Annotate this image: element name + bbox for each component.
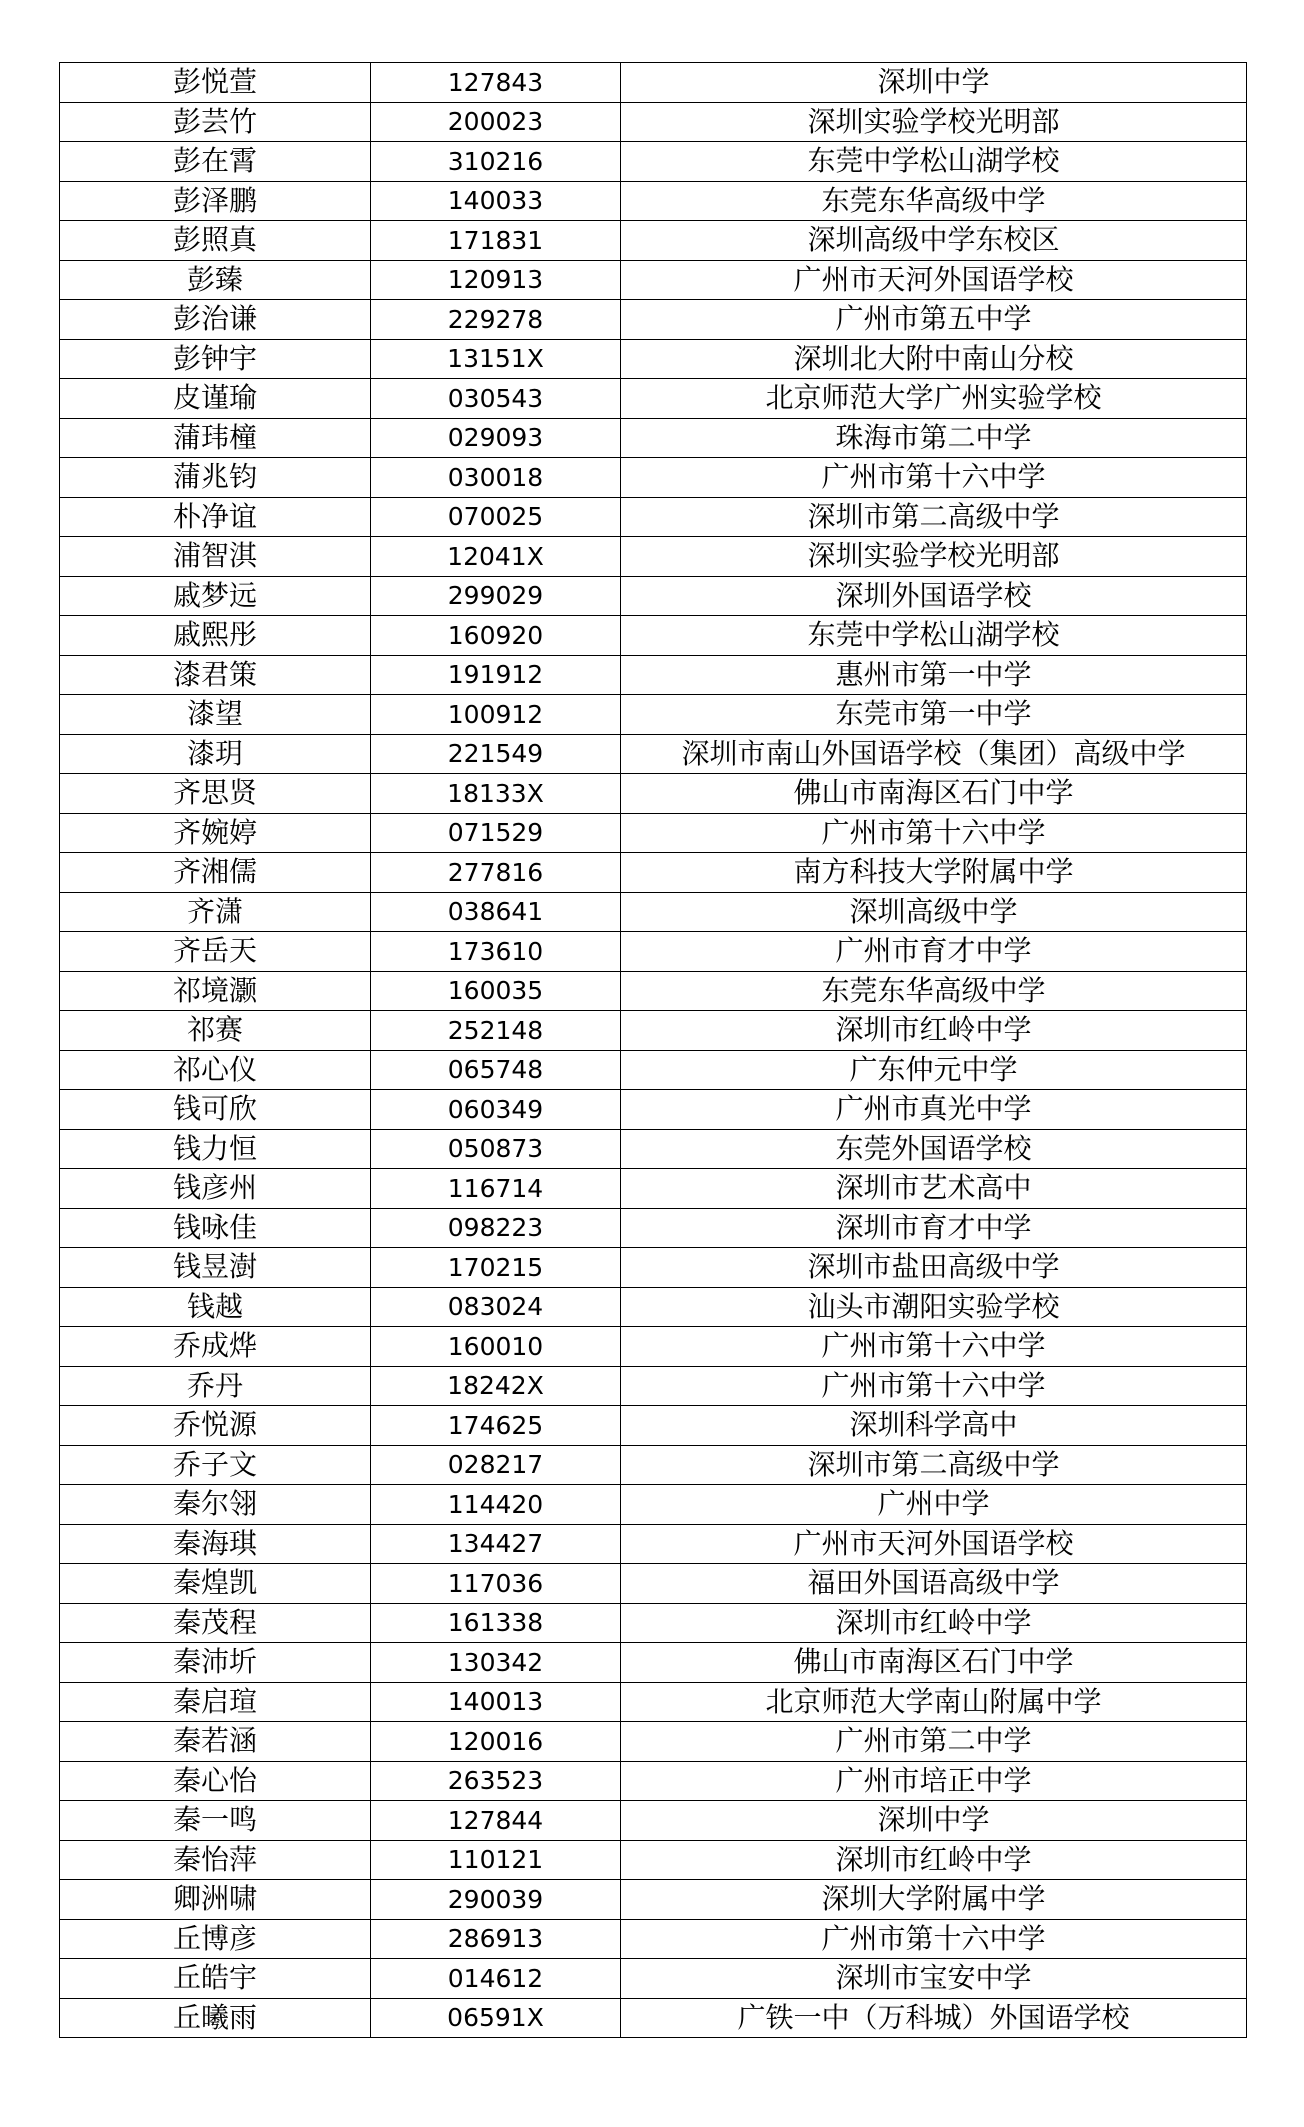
student-id-cell: 050873 <box>371 1129 621 1169</box>
student-name-cell: 秦海琪 <box>60 1524 371 1564</box>
student-name-cell: 乔子文 <box>60 1445 371 1485</box>
table-row <box>60 1959 1247 1999</box>
student-name-cell: 彭悦萱 <box>60 63 371 103</box>
student-name-cell: 乔成烨 <box>60 1327 371 1367</box>
student-id-cell: 277816 <box>371 853 621 893</box>
school-name-cell: 广州市真光中学 <box>621 1090 1247 1130</box>
table-row <box>60 1169 1247 1209</box>
table-row <box>60 1090 1247 1130</box>
table-row <box>60 813 1247 853</box>
table-row <box>60 1366 1247 1406</box>
school-name-cell: 福田外国语高级中学 <box>621 1564 1247 1604</box>
school-name-cell: 广东仲元中学 <box>621 1050 1247 1090</box>
school-name-cell: 深圳市第二高级中学 <box>621 1445 1247 1485</box>
student-id-cell: 130342 <box>371 1643 621 1683</box>
student-name-cell: 彭照真 <box>60 221 371 261</box>
student-name-cell: 乔丹 <box>60 1366 371 1406</box>
student-id-cell: 083024 <box>371 1287 621 1327</box>
student-name-cell: 彭芸竹 <box>60 102 371 142</box>
table-row <box>60 181 1247 221</box>
table-row <box>60 1682 1247 1722</box>
student-id-cell: 110121 <box>371 1840 621 1880</box>
school-name-cell: 广铁一中（万科城）外国语学校 <box>621 1998 1247 2038</box>
table-row <box>60 537 1247 577</box>
student-name-cell: 蒲兆钧 <box>60 458 371 498</box>
student-id-cell: 060349 <box>371 1090 621 1130</box>
student-name-cell: 漆君策 <box>60 655 371 695</box>
student-id-cell: 170215 <box>371 1248 621 1288</box>
student-id-cell: 120016 <box>371 1722 621 1762</box>
table-row <box>60 300 1247 340</box>
student-name-cell: 秦若涵 <box>60 1722 371 1762</box>
student-id-cell: 299029 <box>371 576 621 616</box>
student-name-cell: 丘曦雨 <box>60 1998 371 2038</box>
school-name-cell: 深圳市第二高级中学 <box>621 497 1247 537</box>
student-name-cell: 钱咏佳 <box>60 1208 371 1248</box>
school-name-cell: 北京师范大学南山附属中学 <box>621 1682 1247 1722</box>
table-row <box>60 1722 1247 1762</box>
table-row <box>60 971 1247 1011</box>
table-row <box>60 1050 1247 1090</box>
school-name-cell: 广州市培正中学 <box>621 1761 1247 1801</box>
school-name-cell: 广州市第五中学 <box>621 300 1247 340</box>
student-id-cell: 120913 <box>371 260 621 300</box>
table-row <box>60 1524 1247 1564</box>
student-id-cell: 140033 <box>371 181 621 221</box>
student-name-cell: 卿洲啸 <box>60 1880 371 1920</box>
student-id-cell: 038641 <box>371 892 621 932</box>
student-name-cell: 漆玥 <box>60 734 371 774</box>
school-name-cell: 佛山市南海区石门中学 <box>621 774 1247 814</box>
student-id-cell: 286913 <box>371 1919 621 1959</box>
student-name-cell: 戚梦远 <box>60 576 371 616</box>
student-name-cell: 漆望 <box>60 695 371 735</box>
school-name-cell: 广州市第十六中学 <box>621 1327 1247 1367</box>
student-id-cell: 070025 <box>371 497 621 537</box>
student-id-cell: 030018 <box>371 458 621 498</box>
student-id-cell: 029093 <box>371 418 621 458</box>
student-id-cell: 160010 <box>371 1327 621 1367</box>
school-name-cell: 汕头市潮阳实验学校 <box>621 1287 1247 1327</box>
table-row <box>60 1445 1247 1485</box>
school-name-cell: 广州市第十六中学 <box>621 1366 1247 1406</box>
school-name-cell: 东莞外国语学校 <box>621 1129 1247 1169</box>
student-id-cell: 290039 <box>371 1880 621 1920</box>
student-id-cell: 252148 <box>371 1011 621 1051</box>
school-name-cell: 深圳市红岭中学 <box>621 1603 1247 1643</box>
school-name-cell: 深圳市艺术高中 <box>621 1169 1247 1209</box>
student-name-cell: 丘博彦 <box>60 1919 371 1959</box>
school-name-cell: 东莞市第一中学 <box>621 695 1247 735</box>
student-id-cell: 171831 <box>371 221 621 261</box>
student-name-cell: 祁境灏 <box>60 971 371 1011</box>
roster-table <box>59 62 1247 2038</box>
student-name-cell: 皮谨瑜 <box>60 379 371 419</box>
student-id-cell: 13151X <box>371 339 621 379</box>
student-name-cell: 秦尔翎 <box>60 1485 371 1525</box>
table-row <box>60 1485 1247 1525</box>
school-name-cell: 广州市天河外国语学校 <box>621 1524 1247 1564</box>
table-row <box>60 892 1247 932</box>
school-name-cell: 深圳市红岭中学 <box>621 1011 1247 1051</box>
school-name-cell: 深圳市育才中学 <box>621 1208 1247 1248</box>
school-name-cell: 广州市育才中学 <box>621 932 1247 972</box>
school-name-cell: 广州市天河外国语学校 <box>621 260 1247 300</box>
student-id-cell: 140013 <box>371 1682 621 1722</box>
table-row <box>60 142 1247 182</box>
student-name-cell: 钱可欣 <box>60 1090 371 1130</box>
table-row <box>60 1327 1247 1367</box>
school-name-cell: 广州市第十六中学 <box>621 458 1247 498</box>
student-id-cell: 263523 <box>371 1761 621 1801</box>
student-id-cell: 06591X <box>371 1998 621 2038</box>
student-id-cell: 229278 <box>371 300 621 340</box>
student-id-cell: 310216 <box>371 142 621 182</box>
student-id-cell: 100912 <box>371 695 621 735</box>
table-row <box>60 1406 1247 1446</box>
table-row <box>60 102 1247 142</box>
student-name-cell: 丘皓宇 <box>60 1959 371 1999</box>
student-name-cell: 蒲玮橦 <box>60 418 371 458</box>
student-id-cell: 160035 <box>371 971 621 1011</box>
table-row <box>60 1603 1247 1643</box>
table-row <box>60 695 1247 735</box>
student-name-cell: 浦智淇 <box>60 537 371 577</box>
table-row <box>60 616 1247 656</box>
student-name-cell: 祁赛 <box>60 1011 371 1051</box>
student-name-cell: 彭泽鹏 <box>60 181 371 221</box>
student-name-cell: 秦茂程 <box>60 1603 371 1643</box>
student-name-cell: 彭钟宇 <box>60 339 371 379</box>
school-name-cell: 北京师范大学广州实验学校 <box>621 379 1247 419</box>
student-name-cell: 钱昱澍 <box>60 1248 371 1288</box>
table-row <box>60 379 1247 419</box>
table-row <box>60 63 1247 103</box>
student-name-cell: 齐潇 <box>60 892 371 932</box>
table-row <box>60 418 1247 458</box>
school-name-cell: 深圳实验学校光明部 <box>621 537 1247 577</box>
school-name-cell: 深圳高级中学东校区 <box>621 221 1247 261</box>
table-row <box>60 1248 1247 1288</box>
school-name-cell: 深圳实验学校光明部 <box>621 102 1247 142</box>
student-id-cell: 127843 <box>371 63 621 103</box>
student-id-cell: 174625 <box>371 1406 621 1446</box>
table-row <box>60 458 1247 498</box>
student-name-cell: 秦启瑄 <box>60 1682 371 1722</box>
table-row <box>60 1564 1247 1604</box>
student-id-cell: 065748 <box>371 1050 621 1090</box>
student-name-cell: 秦心怡 <box>60 1761 371 1801</box>
table-row <box>60 221 1247 261</box>
student-id-cell: 127844 <box>371 1801 621 1841</box>
school-name-cell: 惠州市第一中学 <box>621 655 1247 695</box>
table-row <box>60 1840 1247 1880</box>
student-name-cell: 钱力恒 <box>60 1129 371 1169</box>
student-id-cell: 098223 <box>371 1208 621 1248</box>
table-row <box>60 1801 1247 1841</box>
school-name-cell: 深圳市盐田高级中学 <box>621 1248 1247 1288</box>
school-name-cell: 深圳北大附中南山分校 <box>621 339 1247 379</box>
student-name-cell: 彭治谦 <box>60 300 371 340</box>
student-id-cell: 221549 <box>371 734 621 774</box>
school-name-cell: 深圳中学 <box>621 1801 1247 1841</box>
school-name-cell: 珠海市第二中学 <box>621 418 1247 458</box>
table-row <box>60 1208 1247 1248</box>
table-row <box>60 497 1247 537</box>
table-row <box>60 1761 1247 1801</box>
student-name-cell: 秦怡萍 <box>60 1840 371 1880</box>
student-id-cell: 030543 <box>371 379 621 419</box>
school-name-cell: 深圳市宝安中学 <box>621 1959 1247 1999</box>
student-id-cell: 116714 <box>371 1169 621 1209</box>
student-name-cell: 齐婉婷 <box>60 813 371 853</box>
school-name-cell: 东莞中学松山湖学校 <box>621 142 1247 182</box>
table-row <box>60 1919 1247 1959</box>
student-id-cell: 014612 <box>371 1959 621 1999</box>
student-name-cell: 祁心仪 <box>60 1050 371 1090</box>
table-row <box>60 1287 1247 1327</box>
school-name-cell: 深圳外国语学校 <box>621 576 1247 616</box>
student-name-cell: 钱彦州 <box>60 1169 371 1209</box>
student-name-cell: 秦煌凯 <box>60 1564 371 1604</box>
table-row <box>60 1998 1247 2038</box>
student-name-cell: 秦沛圻 <box>60 1643 371 1683</box>
student-name-cell: 戚熙彤 <box>60 616 371 656</box>
student-name-cell: 齐岳天 <box>60 932 371 972</box>
table-row <box>60 260 1247 300</box>
student-id-cell: 191912 <box>371 655 621 695</box>
school-name-cell: 佛山市南海区石门中学 <box>621 1643 1247 1683</box>
student-id-cell: 117036 <box>371 1564 621 1604</box>
school-name-cell: 深圳大学附属中学 <box>621 1880 1247 1920</box>
student-id-cell: 12041X <box>371 537 621 577</box>
school-name-cell: 东莞中学松山湖学校 <box>621 616 1247 656</box>
student-id-cell: 134427 <box>371 1524 621 1564</box>
table-row <box>60 774 1247 814</box>
student-id-cell: 071529 <box>371 813 621 853</box>
student-name-cell: 钱越 <box>60 1287 371 1327</box>
school-name-cell: 深圳高级中学 <box>621 892 1247 932</box>
student-id-cell: 028217 <box>371 1445 621 1485</box>
student-name-cell: 齐思贤 <box>60 774 371 814</box>
student-id-cell: 200023 <box>371 102 621 142</box>
school-name-cell: 东莞东华高级中学 <box>621 971 1247 1011</box>
student-name-cell: 乔悦源 <box>60 1406 371 1446</box>
student-name-cell: 朴净谊 <box>60 497 371 537</box>
student-name-cell: 彭臻 <box>60 260 371 300</box>
student-id-cell: 160920 <box>371 616 621 656</box>
school-name-cell: 广州市第十六中学 <box>621 1919 1247 1959</box>
roster-table-body <box>60 63 1247 2038</box>
student-name-cell: 彭在霄 <box>60 142 371 182</box>
student-id-cell: 18133X <box>371 774 621 814</box>
school-name-cell: 广州市第十六中学 <box>621 813 1247 853</box>
table-row <box>60 1880 1247 1920</box>
table-row <box>60 339 1247 379</box>
student-id-cell: 173610 <box>371 932 621 972</box>
school-name-cell: 深圳市南山外国语学校（集团）高级中学 <box>621 734 1247 774</box>
school-name-cell: 东莞东华高级中学 <box>621 181 1247 221</box>
school-name-cell: 深圳市红岭中学 <box>621 1840 1247 1880</box>
table-row <box>60 853 1247 893</box>
table-row <box>60 655 1247 695</box>
student-id-cell: 114420 <box>371 1485 621 1525</box>
school-name-cell: 深圳中学 <box>621 63 1247 103</box>
school-name-cell: 广州中学 <box>621 1485 1247 1525</box>
table-row <box>60 932 1247 972</box>
student-id-cell: 161338 <box>371 1603 621 1643</box>
student-id-cell: 18242X <box>371 1366 621 1406</box>
school-name-cell: 广州市第二中学 <box>621 1722 1247 1762</box>
table-row <box>60 1011 1247 1051</box>
table-row <box>60 1643 1247 1683</box>
table-row <box>60 576 1247 616</box>
table-row <box>60 1129 1247 1169</box>
table-row <box>60 734 1247 774</box>
school-name-cell: 南方科技大学附属中学 <box>621 853 1247 893</box>
student-name-cell: 秦一鸣 <box>60 1801 371 1841</box>
student-name-cell: 齐湘儒 <box>60 853 371 893</box>
school-name-cell: 深圳科学高中 <box>621 1406 1247 1446</box>
